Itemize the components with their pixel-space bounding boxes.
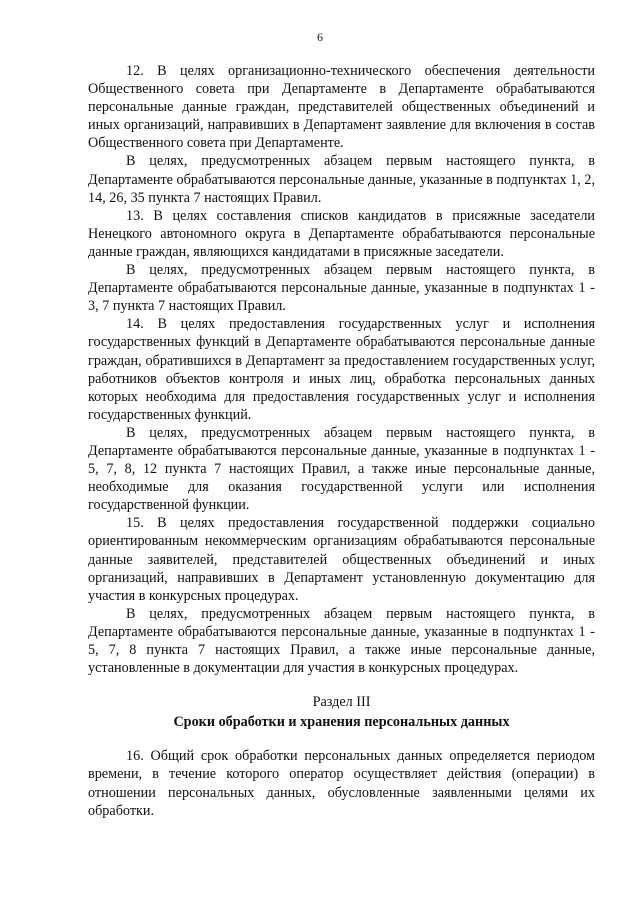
paragraph-15-subsection: В целях, предусмотренных абзацем первым настоящего пункта, в Департаменте обрабатываются персональные данные, указанные в подпунктах 1 - 5, 7, 8 пункта 7 настоящих Правил, а также иные персональные данные, установленные в документации для участия в конкурсных процедурах. bbox=[88, 605, 595, 677]
paragraph-14-subsection: В целях, предусмотренных абзацем первым настоящего пункта, в Департаменте обрабатываются персональные данные, указанные в подпунктах 1 - 5, 7, 8, 12 пункта 7 настоящих Правил, а также иные персональные данные, необходимые для оказания государственной услуги или исполнения государственной функции. bbox=[88, 424, 595, 514]
paragraph-13-subsection: В целях, предусмотренных абзацем первым настоящего пункта, в Департаменте обрабатываются персональные данные, указанные в подпунктах 1 - 3, 7 пункта 7 настоящих Правил. bbox=[88, 262, 595, 315]
paragraph-12: 12. В целях организационно-технического обеспечения деятельности Общественного совета при Департаменте в Департаменте обрабатываются персональные данные граждан, представителей общественных объединений и иных организаций, направивших в Департамент заявление для включения в состав Общественного совета при Департаменте. bbox=[88, 63, 595, 152]
document-body bbox=[88, 62, 595, 820]
paragraph-16: 16. Общий срок обработки персональных данных определяется периодом времени, в течение которого оператор осуществляет действия (операции) в отношении персональных данных, обусловленные заявленными целями их обработки. bbox=[88, 748, 595, 819]
paragraph-13: 13. В целях составления списков кандидатов в присяжные заседатели Ненецкого автономного округа в Департаменте обрабатываются персональные данные граждан, являющихся кандидатами в присяжные заседатели. bbox=[88, 207, 595, 260]
page-number: 6 bbox=[317, 30, 323, 44]
section-title: Сроки обработки и хранения персональных данных bbox=[173, 714, 510, 731]
paragraph-14: 14. В целях предоставления государственных услуг и исполнения государственных функций в Департаменте обрабатываются персональные данные граждан, обратившихся в Департамент за предоставлением государственных услуг, работников объектов контроля и иных лиц, обработка персональных данных которых необходима для предоставления государственных услуг и исполнения государственных функций. bbox=[88, 316, 595, 423]
paragraph-12-subsection: В целях, предусмотренных абзацем первым настоящего пункта, в Департаменте обрабатываются персональные данные, указанные в подпунктах 1, 2, 14, 26, 35 пункта 7 настоящих Правил. bbox=[88, 153, 596, 206]
section-heading: Раздел III bbox=[312, 694, 371, 711]
paragraph-15: 15. В целях предоставления государственной поддержки социально ориентированным некоммерческим организациям обрабатываются персональные данные заявителей, представителей общественных объединений и иных организаций, направивших в Департамент установленную документацию для участия в конкурсных процедурах. bbox=[88, 515, 595, 604]
